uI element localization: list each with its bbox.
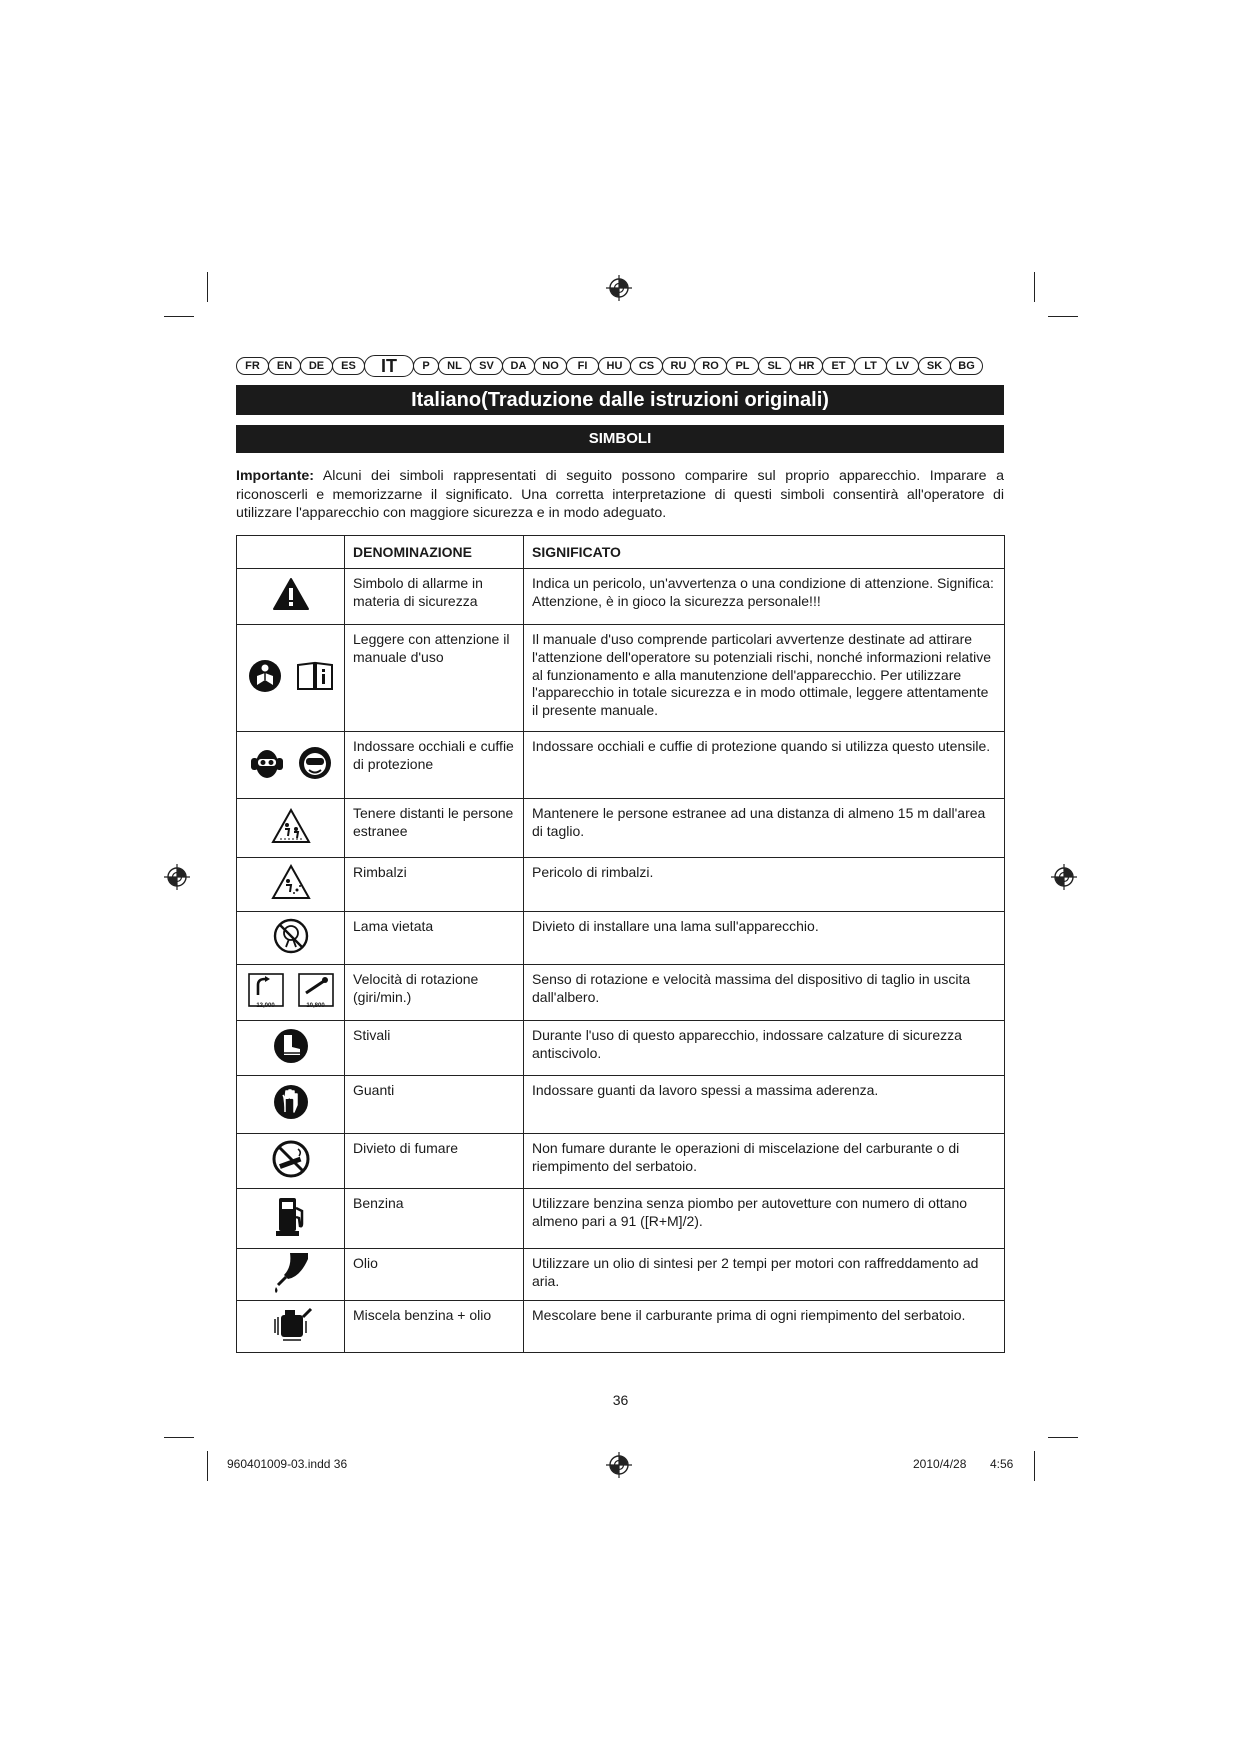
crop-mark — [1048, 316, 1078, 317]
no-blade-icon — [272, 917, 310, 960]
symbol-name: Leggere con attenzione il manuale d'uso — [345, 625, 524, 732]
symbol-meaning: Utilizzare un olio di sintesi per 2 tempi per motori con raffreddamento ad aria. — [524, 1249, 1005, 1301]
face-shield-icon — [298, 746, 332, 785]
language-tab-nl[interactable]: NL — [438, 357, 471, 375]
language-tab-lv[interactable]: LV — [886, 357, 919, 375]
goggles-earmuffs-icon — [250, 745, 284, 786]
language-tab-sl[interactable]: SL — [758, 357, 791, 375]
symbol-name: Divieto di fumare — [345, 1134, 524, 1189]
gloves-icon — [272, 1083, 310, 1126]
table-row — [237, 625, 1005, 732]
symbol-cell — [237, 1076, 345, 1134]
symbol-cell — [237, 799, 345, 858]
symbol-meaning: Senso di rotazione e velocità massima del dispositivo di taglio in uscita dall'albero. — [524, 965, 1005, 1021]
intro-text: Alcuni dei simboli rappresentati di seguito possono comparire sul proprio apparecchio. Imparare a riconoscerli e memorizzarne il significato. Una corretta interpretazione di questi simboli consentirà all'operatore di utilizzare l'apparecchio con maggiore sicurezza e in modo adeguato. — [236, 468, 1004, 521]
symbol-name: Indossare occhiali e cuffie di protezione — [345, 732, 524, 799]
symbol-cell — [237, 569, 345, 625]
table-row — [237, 965, 1005, 1021]
language-tab-no[interactable]: NO — [534, 357, 567, 375]
table-row — [237, 1134, 1005, 1189]
symbol-name: Rimbalzi — [345, 858, 524, 912]
symbol-cell — [237, 1134, 345, 1189]
crop-mark — [164, 1437, 194, 1438]
symbol-cell — [237, 1189, 345, 1249]
read-manual-icon — [248, 659, 282, 698]
language-tab-cs[interactable]: CS — [630, 357, 663, 375]
thrown-objects-icon — [271, 864, 311, 905]
table-row — [237, 799, 1005, 858]
symbol-name: Simbolo di allarme in materia di sicurezza — [345, 569, 524, 625]
crop-mark — [207, 272, 208, 302]
rotation-speed-10800-icon — [298, 973, 334, 1012]
table-row — [237, 569, 1005, 625]
speed-label: 12,000 — [256, 1002, 275, 1009]
fuel-pump-icon — [274, 1194, 308, 1243]
symbol-cell — [237, 625, 345, 732]
symbol-cell — [237, 1249, 345, 1301]
table-row — [237, 912, 1005, 965]
language-tab-da[interactable]: DA — [502, 357, 535, 375]
speed-label: 10,800 — [306, 1002, 325, 1009]
table-header-row — [237, 536, 1005, 569]
language-tab-ru[interactable]: RU — [662, 357, 695, 375]
language-tab-en[interactable]: EN — [268, 357, 301, 375]
section-title: SIMBOLI — [236, 425, 1004, 453]
language-tab-fi[interactable]: FI — [566, 357, 599, 375]
symbol-meaning: Durante l'uso di questo apparecchio, indossare calzature di sicurezza antiscivolo. — [524, 1021, 1005, 1076]
table-row — [237, 1076, 1005, 1134]
language-tab-pl[interactable]: PL — [726, 357, 759, 375]
symbol-meaning: Utilizzare benzina senza piombo per autovetture con numero di ottano almeno pari a 91 ([R+M]/2). — [524, 1189, 1005, 1249]
language-selector — [236, 355, 1008, 377]
symbol-cell — [237, 1021, 345, 1076]
language-tab-bg[interactable]: BG — [950, 357, 983, 375]
manual-book-icon — [296, 661, 334, 696]
page-number: 36 — [612, 1392, 629, 1408]
header-meaning: SIGNIFICATO — [524, 536, 1005, 569]
language-tab-hu[interactable]: HU — [598, 357, 631, 375]
language-tab-de[interactable]: DE — [300, 357, 333, 375]
symbol-name: Miscela benzina + olio — [345, 1301, 524, 1353]
table-row — [237, 1021, 1005, 1076]
crop-mark — [207, 1451, 208, 1481]
symbol-cell — [237, 965, 345, 1021]
symbol-cell — [237, 912, 345, 965]
language-tab-es[interactable]: ES — [332, 357, 365, 375]
symbol-meaning: Pericolo di rimbalzi. — [524, 858, 1005, 912]
symbol-meaning: Indica un pericolo, un'avvertenza o una condizione di attenzione. Significa: Attenzione, è in gioco la sicurezza personale!!! — [524, 569, 1005, 625]
table-row — [237, 1249, 1005, 1301]
crop-mark — [1048, 1437, 1078, 1438]
table-row — [237, 1189, 1005, 1249]
warning-triangle-icon — [272, 577, 310, 616]
symbol-meaning: Indossare guanti da lavoro spessi a massima aderenza. — [524, 1076, 1005, 1134]
intro-lead: Importante: — [236, 468, 315, 484]
symbol-name: Velocità di rotazione (giri/min.) — [345, 965, 524, 1021]
footer-time: 4:56 — [990, 1457, 1014, 1471]
language-tab-it[interactable]: IT — [364, 355, 414, 377]
registration-mark-icon — [606, 275, 632, 301]
crop-mark — [1034, 272, 1035, 302]
registration-mark-icon — [164, 864, 190, 890]
symbol-meaning: Non fumare durante le operazioni di miscelazione del carburante o di riempimento del serbatoio. — [524, 1134, 1005, 1189]
language-tab-hr[interactable]: HR — [790, 357, 823, 375]
fuel-mix-can-icon — [267, 1305, 315, 1348]
symbol-name: Stivali — [345, 1021, 524, 1076]
symbol-name: Tenere distanti le persone estranee — [345, 799, 524, 858]
page-title: Italiano(Traduzione dalle istruzioni originali) — [236, 385, 1004, 415]
crop-mark — [1034, 1451, 1035, 1481]
boots-icon — [272, 1027, 310, 1070]
symbol-name: Olio — [345, 1249, 524, 1301]
symbols-table — [236, 535, 1005, 1353]
symbol-meaning: Il manuale d'uso comprende particolari avvertenze destinate ad attirare l'attenzione dell'operatore su potenziali rischi, nonché informazioni relative al funzionamento e alla manutenzione dell'apparecchio. Per utilizzare l'apparecchio in totale sicurezza e in modo ottimale, leggere attentamente il presente manuale. — [524, 625, 1005, 732]
footer-date: 2010/4/28 — [913, 1457, 967, 1471]
intro-paragraph — [236, 467, 1004, 523]
footer-file: 960401009-03.indd 36 — [227, 1457, 348, 1471]
symbol-cell — [237, 1301, 345, 1353]
symbol-name: Guanti — [345, 1076, 524, 1134]
no-smoking-icon — [271, 1139, 311, 1184]
language-tab-sk[interactable]: SK — [918, 357, 951, 375]
symbol-cell — [237, 858, 345, 912]
table-row — [237, 1301, 1005, 1353]
rotation-speed-12000-icon — [248, 973, 284, 1012]
symbol-cell — [237, 732, 345, 799]
symbol-meaning: Mescolare bene il carburante prima di ogni riempimento del serbatoio. — [524, 1301, 1005, 1353]
header-name: DENOMINAZIONE — [345, 536, 524, 569]
keep-bystanders-away-icon — [271, 808, 311, 849]
language-tab-lt[interactable]: LT — [854, 357, 887, 375]
header-symbol — [237, 536, 345, 569]
table-row — [237, 858, 1005, 912]
oil-can-icon — [270, 1249, 312, 1300]
registration-mark-icon — [606, 1452, 632, 1478]
symbol-meaning: Indossare occhiali e cuffie di protezione quando si utilizza questo utensile. — [524, 732, 1005, 799]
symbol-name: Benzina — [345, 1189, 524, 1249]
language-tab-p[interactable]: P — [413, 357, 439, 375]
language-tab-sv[interactable]: SV — [470, 357, 503, 375]
symbol-name: Lama vietata — [345, 912, 524, 965]
language-tab-et[interactable]: ET — [822, 357, 855, 375]
registration-mark-icon — [1051, 864, 1077, 890]
symbol-meaning: Divieto di installare una lama sull'apparecchio. — [524, 912, 1005, 965]
table-row — [237, 732, 1005, 799]
language-tab-fr[interactable]: FR — [236, 357, 269, 375]
language-tab-ro[interactable]: RO — [694, 357, 727, 375]
symbol-meaning: Mantenere le persone estranee ad una distanza di almeno 15 m dall'area di taglio. — [524, 799, 1005, 858]
crop-mark — [164, 316, 194, 317]
